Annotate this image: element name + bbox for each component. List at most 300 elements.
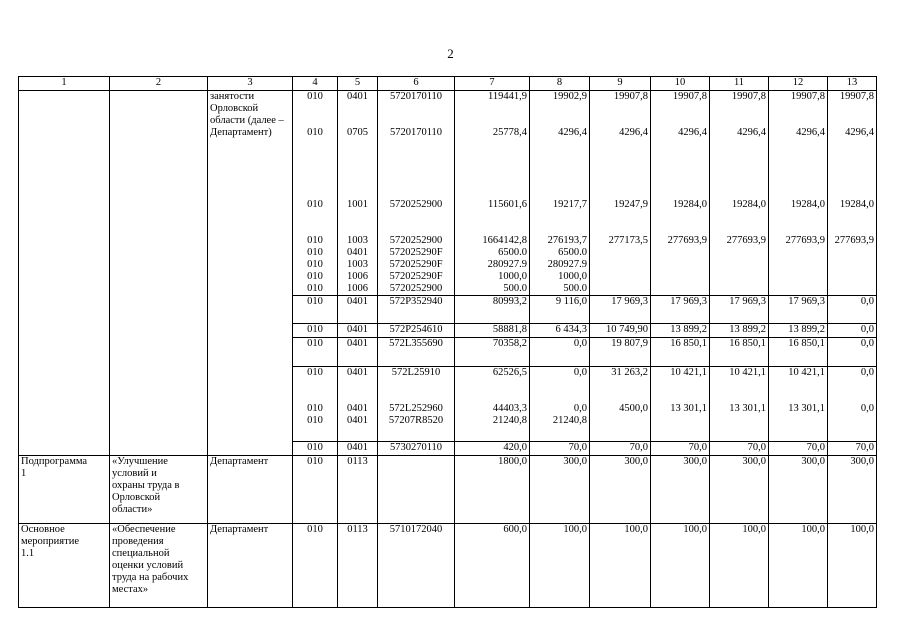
cell-line [592, 187, 648, 199]
cell-line [653, 103, 707, 115]
cell-line: труда на рабочих [112, 572, 189, 583]
cell-line: 19907,8 [672, 91, 707, 102]
cell-line [771, 211, 825, 223]
cell-line: 572L252960 [389, 403, 443, 414]
cell-line: «Улучшение [112, 456, 168, 467]
cell-line [380, 175, 452, 187]
cell-line [712, 163, 766, 175]
cell-line [653, 139, 707, 151]
cell-line: 5720170110 [389, 91, 443, 102]
cell-year [530, 524, 590, 608]
cell-line: 280927.9 [487, 259, 527, 270]
cell-year [769, 442, 828, 456]
cell-line: 0401 [347, 324, 368, 335]
cell-line: 4296,4 [558, 127, 587, 138]
cell-line: 0705 [347, 127, 368, 138]
cell-year [590, 442, 651, 456]
cell-line [592, 175, 648, 187]
cell-total [455, 442, 530, 456]
cell-line [830, 187, 874, 199]
cell-year [530, 456, 590, 524]
cell-line: 13 899,2 [788, 324, 825, 335]
cell-line: 4296,4 [619, 127, 648, 138]
cell-line: 13 301,1 [729, 403, 766, 414]
cell-line: 80993,2 [492, 296, 527, 307]
cell-line: 16 850,1 [729, 338, 766, 349]
cell-line [771, 115, 825, 127]
cell-line [592, 139, 648, 151]
cell-csr [378, 456, 455, 524]
cell-line [295, 379, 335, 391]
header-cell: 9 [590, 77, 651, 91]
cell-line [653, 379, 707, 391]
cell-line: 010 [307, 524, 323, 535]
cell-line: 0401 [347, 415, 368, 426]
cell-line: 17 969,3 [611, 296, 648, 307]
cell-line: Основное [21, 524, 65, 535]
header-cell: 8 [530, 77, 590, 91]
cell-line: 1 [21, 468, 27, 479]
cell-line: 1006 [347, 283, 368, 294]
cell-year [590, 91, 651, 296]
cell-year [710, 296, 769, 324]
cell-line [380, 379, 452, 391]
header-cell: 4 [293, 77, 338, 91]
cell-line: 100,0 [563, 524, 587, 535]
cell-line [830, 391, 874, 403]
cell-line: 100,0 [850, 524, 874, 535]
cell-rzpr [338, 91, 378, 296]
cell-line: 300,0 [624, 456, 648, 467]
cell-line: 1003 [347, 259, 368, 270]
cell-line: 70,0 [568, 442, 587, 453]
cell-line: «Обеспечение [112, 524, 176, 535]
cell-line [340, 379, 375, 391]
cell-year [590, 367, 651, 442]
cell-line: 19284,0 [839, 199, 874, 210]
cell-csr [378, 442, 455, 456]
cell-year [710, 442, 769, 456]
cell-line [771, 379, 825, 391]
cell-line [457, 379, 527, 391]
cell-line [295, 211, 335, 223]
cell-line [771, 139, 825, 151]
cell-line [340, 163, 375, 175]
cell-line: 010 [307, 127, 323, 138]
cell-line: 16 850,1 [788, 338, 825, 349]
cell-year [828, 296, 877, 324]
cell-line: Департамент [210, 524, 269, 535]
header-cell: 6 [378, 77, 455, 91]
cell-line [830, 103, 874, 115]
cell-line: 0,0 [860, 296, 874, 307]
budget-table [18, 76, 877, 608]
cell-line: охраны труда в [112, 480, 180, 491]
cell-line: 10 421,1 [729, 367, 766, 378]
cell-line [457, 211, 527, 223]
cell-line: занятости [210, 91, 255, 102]
header-cell: 12 [769, 77, 828, 91]
cell-line [712, 391, 766, 403]
cell-line: 19907,8 [613, 91, 648, 102]
cell-line: 70,0 [688, 442, 707, 453]
cell-year [651, 296, 710, 324]
cell-line: 58881,8 [492, 324, 527, 335]
cell-grbs [293, 324, 338, 338]
cell-line: 300,0 [801, 456, 825, 467]
cell-line: 0401 [347, 403, 368, 414]
cell-line: 13 301,1 [670, 403, 707, 414]
cell-line [830, 223, 874, 235]
cell-line: 70,0 [855, 442, 874, 453]
cell-rzpr [338, 367, 378, 442]
cell-csr [378, 524, 455, 608]
cell-line: 500.0 [563, 283, 587, 294]
cell-line: 4296,4 [796, 127, 825, 138]
cell-line: 300,0 [742, 456, 766, 467]
cell-line [457, 151, 527, 163]
cell-line: 6500.0 [498, 247, 527, 258]
cell-status [19, 524, 110, 608]
cell-line: 100,0 [624, 524, 648, 535]
cell-line: 0113 [347, 456, 368, 467]
table-header-row [19, 77, 877, 91]
cell-rzpr [338, 296, 378, 324]
cell-line [340, 139, 375, 151]
cell-line [653, 391, 707, 403]
cell-line: 6 434,3 [555, 324, 587, 335]
cell-line [340, 175, 375, 187]
cell-line: 57207R8520 [388, 415, 444, 426]
cell-year [530, 442, 590, 456]
cell-line: 1664142,8 [482, 235, 527, 246]
cell-line: 5720252900 [389, 199, 443, 210]
cell-year [769, 91, 828, 296]
cell-line [457, 223, 527, 235]
cell-status [19, 456, 110, 524]
cell-line: 600,0 [503, 524, 527, 535]
cell-line [712, 115, 766, 127]
cell-line: 19217,7 [552, 199, 587, 210]
cell-year [828, 442, 877, 456]
cell-line [295, 103, 335, 115]
cell-line: 19907,8 [731, 91, 766, 102]
cell-year [710, 91, 769, 296]
cell-year [828, 456, 877, 524]
cell-line: 31 263,2 [611, 367, 648, 378]
header-cell: 2 [110, 77, 208, 91]
cell-line [653, 151, 707, 163]
cell-line [592, 103, 648, 115]
cell-line: 300,0 [850, 456, 874, 467]
cell-line: 572025290F [389, 259, 443, 270]
cell-line: 420,0 [503, 442, 527, 453]
cell-line: 25778,4 [492, 127, 527, 138]
cell-line: 5730270110 [389, 442, 443, 453]
cell-line: 276193,7 [547, 235, 587, 246]
cell-line [532, 151, 587, 163]
cell-title [110, 91, 208, 456]
cell-year [710, 367, 769, 442]
cell-year [651, 524, 710, 608]
cell-year [769, 338, 828, 367]
cell-line [295, 223, 335, 235]
cell-line: 300,0 [563, 456, 587, 467]
cell-rzpr [338, 338, 378, 367]
cell-grbs [293, 296, 338, 324]
cell-line: 010 [307, 338, 323, 349]
cell-year [651, 338, 710, 367]
cell-year [590, 524, 651, 608]
cell-line: 0401 [347, 367, 368, 378]
cell-line [830, 175, 874, 187]
cell-year [828, 338, 877, 367]
cell-line: 277693,9 [785, 235, 825, 246]
cell-title [110, 524, 208, 608]
cell-grbs [293, 456, 338, 524]
cell-csr [378, 296, 455, 324]
cell-line [112, 91, 205, 103]
cell-line: 277693,9 [726, 235, 766, 246]
cell-total [455, 367, 530, 442]
cell-year [651, 367, 710, 442]
cell-line: 010 [307, 403, 323, 414]
cell-line: 1000,0 [558, 271, 587, 282]
cell-line: 100,0 [801, 524, 825, 535]
cell-line: 010 [307, 296, 323, 307]
cell-line: 0,0 [573, 367, 587, 378]
header-cell: 11 [710, 77, 769, 91]
cell-line [380, 115, 452, 127]
cell-status [19, 91, 110, 456]
cell-year [530, 338, 590, 367]
cell-year [651, 456, 710, 524]
cell-line [532, 379, 587, 391]
cell-year [828, 324, 877, 338]
cell-line [592, 391, 648, 403]
cell-line: 010 [307, 367, 323, 378]
cell-line [592, 223, 648, 235]
cell-line: 70358,2 [492, 338, 527, 349]
cell-line [295, 391, 335, 403]
cell-line: 70,0 [747, 442, 766, 453]
cell-line: 0401 [347, 91, 368, 102]
cell-total [455, 338, 530, 367]
cell-line [771, 151, 825, 163]
cell-year [651, 324, 710, 338]
cell-line: 19 807,9 [611, 338, 648, 349]
cell-line: 010 [307, 456, 323, 467]
cell-rzpr [338, 456, 378, 524]
cell-line: Подпрограмма [21, 456, 88, 467]
cell-year [710, 456, 769, 524]
cell-year [710, 324, 769, 338]
cell-line: 100,0 [683, 524, 707, 535]
cell-line: 1800,0 [498, 456, 527, 467]
cell-year [590, 296, 651, 324]
cell-line: 277693,9 [667, 235, 707, 246]
cell-line: 300,0 [683, 456, 707, 467]
cell-line: оценки условий [112, 560, 184, 571]
cell-year [651, 442, 710, 456]
cell-line [340, 187, 375, 199]
cell-csr [378, 367, 455, 442]
cell-line: 5720170110 [389, 127, 443, 138]
cell-grbs [293, 524, 338, 608]
cell-rzpr [338, 442, 378, 456]
cell-line [830, 115, 874, 127]
cell-line: 277173,5 [608, 235, 648, 246]
cell-line: 6500.0 [558, 247, 587, 258]
cell-line: 4296,4 [845, 127, 874, 138]
cell-line: 10 421,1 [670, 367, 707, 378]
cell-year [590, 324, 651, 338]
cell-line: 19907,8 [790, 91, 825, 102]
cell-year [769, 367, 828, 442]
cell-line: 44403,3 [492, 403, 527, 414]
cell-line: 17 969,3 [788, 296, 825, 307]
cell-grbs [293, 91, 338, 296]
header-cell: 10 [651, 77, 710, 91]
cell-line [592, 211, 648, 223]
cell-line: 9 116,0 [555, 296, 587, 307]
cell-line: 1003 [347, 235, 368, 246]
cell-line [532, 187, 587, 199]
cell-year [769, 324, 828, 338]
cell-total [455, 296, 530, 324]
cell-line [712, 223, 766, 235]
cell-line: 0401 [347, 247, 368, 258]
table-row [19, 456, 877, 524]
cell-line: 280927.9 [547, 259, 587, 270]
cell-line: 17 969,3 [670, 296, 707, 307]
cell-line [712, 379, 766, 391]
cell-line: 100,0 [742, 524, 766, 535]
cell-line: 572P352940 [389, 296, 443, 307]
cell-line [295, 115, 335, 127]
cell-year [769, 296, 828, 324]
cell-line [340, 223, 375, 235]
cell-line: 010 [307, 283, 323, 294]
cell-line [712, 151, 766, 163]
cell-line [532, 223, 587, 235]
cell-line: 572L355690 [389, 338, 443, 349]
cell-line: 21240,8 [492, 415, 527, 426]
cell-line [457, 187, 527, 199]
cell-line [653, 163, 707, 175]
cell-year [590, 338, 651, 367]
cell-line: проведения [112, 536, 164, 547]
cell-line [653, 223, 707, 235]
cell-line: 5720252900 [389, 235, 443, 246]
cell-line: 17 969,3 [729, 296, 766, 307]
cell-line [830, 151, 874, 163]
cell-line [532, 103, 587, 115]
cell-total [455, 524, 530, 608]
header-cell: 1 [19, 77, 110, 91]
cell-year [769, 524, 828, 608]
cell-line: 010 [307, 442, 323, 453]
cell-line [295, 151, 335, 163]
cell-line: Орловской [210, 103, 259, 114]
header-cell: 13 [828, 77, 877, 91]
cell-line: 010 [307, 324, 323, 335]
cell-line: 19284,0 [790, 199, 825, 210]
cell-line [830, 211, 874, 223]
cell-year [710, 338, 769, 367]
header-cell: 7 [455, 77, 530, 91]
cell-line: 19247,9 [613, 199, 648, 210]
cell-line: 115601,6 [488, 199, 527, 210]
cell-line: 010 [307, 235, 323, 246]
cell-grbs [293, 338, 338, 367]
cell-line [830, 379, 874, 391]
cell-year [530, 296, 590, 324]
cell-line: 19907,8 [839, 91, 874, 102]
header-cell: 3 [208, 77, 293, 91]
cell-line [295, 175, 335, 187]
cell-line: 1000,0 [498, 271, 527, 282]
cell-line: 0401 [347, 442, 368, 453]
cell-line [340, 103, 375, 115]
cell-line: 62526,5 [492, 367, 527, 378]
cell-executor [208, 91, 293, 456]
cell-line [380, 163, 452, 175]
cell-line: 13 899,2 [670, 324, 707, 335]
cell-line: 572P254610 [389, 324, 443, 335]
cell-line: 0,0 [860, 338, 874, 349]
cell-line: 13 899,2 [729, 324, 766, 335]
cell-line [771, 175, 825, 187]
cell-line: 010 [307, 199, 323, 210]
cell-line: Департамент [210, 456, 269, 467]
cell-line: 4296,4 [678, 127, 707, 138]
cell-line [830, 163, 874, 175]
cell-line: 0401 [347, 338, 368, 349]
cell-line [340, 115, 375, 127]
cell-csr [378, 91, 455, 296]
cell-line [592, 115, 648, 127]
cell-line [380, 391, 452, 403]
cell-line: Департамент) [210, 127, 272, 138]
cell-line: 010 [307, 247, 323, 258]
cell-year [828, 367, 877, 442]
cell-line [532, 115, 587, 127]
cell-total [455, 456, 530, 524]
cell-year [530, 367, 590, 442]
cell-line [457, 391, 527, 403]
cell-executor [208, 524, 293, 608]
cell-line [380, 187, 452, 199]
cell-line: 4296,4 [737, 127, 766, 138]
cell-line [457, 175, 527, 187]
cell-line [592, 163, 648, 175]
cell-line: Орловской [112, 492, 161, 503]
cell-rzpr [338, 324, 378, 338]
cell-line [532, 391, 587, 403]
cell-line [653, 175, 707, 187]
cell-line: 010 [307, 415, 323, 426]
cell-line: 500.0 [503, 283, 527, 294]
cell-year [590, 456, 651, 524]
cell-line [712, 187, 766, 199]
cell-line: 572L25910 [391, 367, 441, 378]
cell-line [380, 211, 452, 223]
cell-line: 1001 [347, 199, 368, 210]
cell-line [340, 391, 375, 403]
cell-line [771, 163, 825, 175]
cell-year [828, 91, 877, 296]
